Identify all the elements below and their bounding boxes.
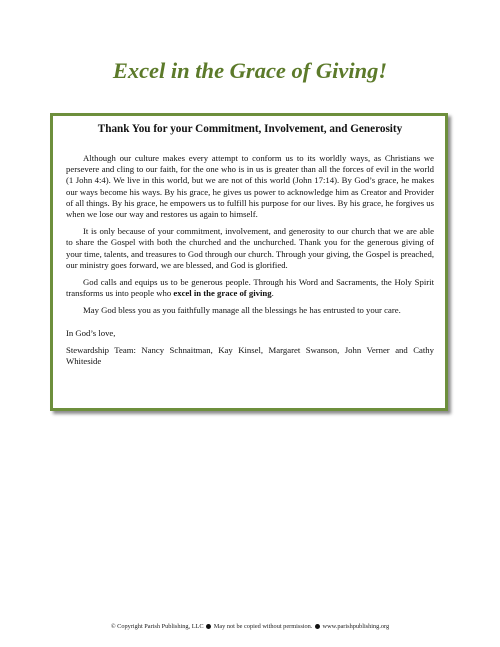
paragraph-3-end: . xyxy=(271,288,274,299)
footer-copyright: © Copyright Parish Publishing, LLC xyxy=(110,623,204,630)
paragraph-3-emphasis: excel in the grace of giving xyxy=(173,288,272,299)
paragraph-1: Although our culture makes every attempt to conform us to its worldly ways, as Christians we persevere and cling to our faith, for the one who is in us is greater than all the forces of evil in the world (1 John 4:4). We live in this world, but we are not of this world (John 17:14). By God’s grace, he makes our ways become his ways. By his grace, he gives us power to acknowledge him as Creator and Provider of all things. By his grace, he empowers us to fulfill his purpose for our lives. By his grace, he forgives us when we lose our way and restores us again to himself. xyxy=(66,153,434,220)
footer xyxy=(0,623,500,630)
page-title: Excel in the Grace of Giving! xyxy=(112,58,388,83)
thank-you-box xyxy=(50,113,448,411)
bullet-icon xyxy=(315,624,320,629)
paragraph-4: May God bless you as you faithfully manage all the blessings he has entrusted to your care. xyxy=(83,305,401,316)
footer-website: www.parishpublishing.org xyxy=(322,623,390,630)
signature: Stewardship Team: Nancy Schnaitman, Kay Kinsel, Margaret Swanson, John Verner and Cathy Whiteside xyxy=(66,344,434,367)
footer-notice: May not be copied without permission. xyxy=(213,623,313,630)
closing: In God’s love, xyxy=(66,327,116,338)
paragraph-3-text: God calls and equips us to be generous people. Through his Word and Sacraments, the Holy Spirit transforms us into people who xyxy=(66,277,434,299)
box-heading: Thank You for your Commitment, Involvement, and Generosity xyxy=(97,123,403,135)
bullet-icon xyxy=(206,624,211,629)
paragraph-2: It is only because of your commitment, involvement, and generosity to our church that we are able to share the Gospel with both the churched and the unchurched. Thank you for the generous giving of your time, talents, and treasures to God through our church. Through your giving, the Gospel is preached, our ministry goes forward, we are blessed, and God is glorified. xyxy=(66,226,434,270)
paragraph-3 xyxy=(66,277,434,299)
